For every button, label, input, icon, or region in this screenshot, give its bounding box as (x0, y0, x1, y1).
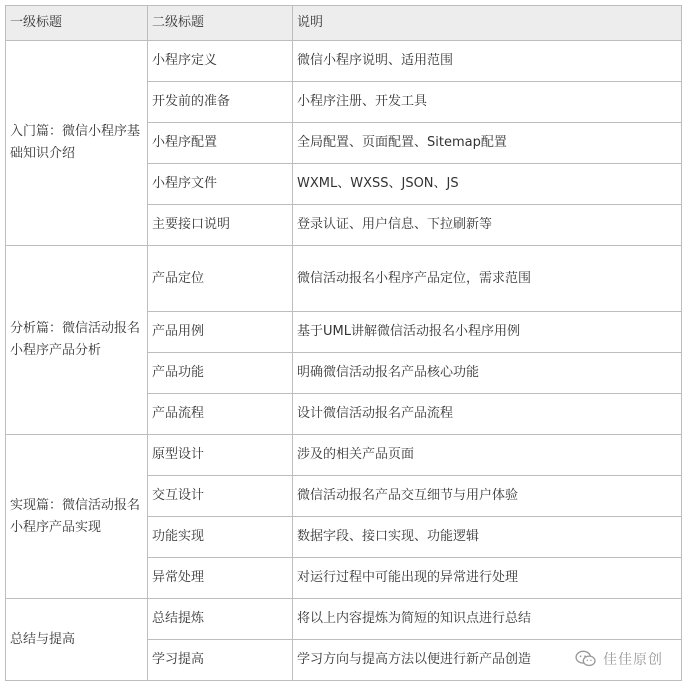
subtitle-cell: 学习提高 (148, 640, 293, 681)
header-description: 说明 (293, 6, 682, 41)
subtitle-cell: 产品定位 (148, 246, 293, 312)
section-title: 分析篇：微信活动报名小程序产品分析 (6, 246, 148, 435)
description-cell: 涉及的相关产品页面 (293, 435, 682, 476)
course-outline-table (5, 5, 682, 681)
description-cell: 设计微信活动报名产品流程 (293, 394, 682, 435)
description-cell: 明确微信活动报名产品核心功能 (293, 353, 682, 394)
subtitle-cell: 小程序配置 (148, 123, 293, 164)
table-row (6, 246, 682, 312)
description-cell: 登录认证、用户信息、下拉刷新等 (293, 205, 682, 246)
description-cell: 微信活动报名产品交互细节与用户体验 (293, 476, 682, 517)
table-row (6, 41, 682, 82)
subtitle-cell: 功能实现 (148, 517, 293, 558)
description-cell: 数据字段、接口实现、功能逻辑 (293, 517, 682, 558)
subtitle-cell: 产品用例 (148, 312, 293, 353)
subtitle-cell: 小程序定义 (148, 41, 293, 82)
subtitle-cell: 异常处理 (148, 558, 293, 599)
section-title: 总结与提高 (6, 599, 148, 681)
description-cell: 基于UML讲解微信活动报名小程序用例 (293, 312, 682, 353)
description-cell: 全局配置、页面配置、Sitemap配置 (293, 123, 682, 164)
wechat-icon (575, 650, 597, 668)
subtitle-cell: 主要接口说明 (148, 205, 293, 246)
header-level1: 一级标题 (6, 6, 148, 41)
description-cell: 学习方向与提高方法以便进行新产品创造 (293, 640, 682, 681)
watermark-text: 佳佳原创 (603, 652, 663, 668)
section-title: 实现篇：微信活动报名小程序产品实现 (6, 435, 148, 599)
subtitle-cell: 产品流程 (148, 394, 293, 435)
description-cell: 小程序注册、开发工具 (293, 82, 682, 123)
description-cell: WXML、WXSS、JSON、JS (293, 164, 682, 205)
header-row (6, 6, 682, 41)
description-cell: 对运行过程中可能出现的异常进行处理 (293, 558, 682, 599)
subtitle-cell: 产品功能 (148, 353, 293, 394)
subtitle-cell: 总结提炼 (148, 599, 293, 640)
subtitle-cell: 原型设计 (148, 435, 293, 476)
watermark (571, 647, 667, 671)
description-cell: 将以上内容提炼为简短的知识点进行总结 (293, 599, 682, 640)
header-level2: 二级标题 (148, 6, 293, 41)
table-row (6, 599, 682, 640)
subtitle-cell: 开发前的准备 (148, 82, 293, 123)
section-title: 入门篇：微信小程序基础知识介绍 (6, 41, 148, 246)
table-row (6, 435, 682, 476)
subtitle-cell: 交互设计 (148, 476, 293, 517)
description-cell: 微信小程序说明、适用范围 (293, 41, 682, 82)
description-cell: 微信活动报名小程序产品定位，需求范围 (293, 246, 682, 312)
subtitle-cell: 小程序文件 (148, 164, 293, 205)
